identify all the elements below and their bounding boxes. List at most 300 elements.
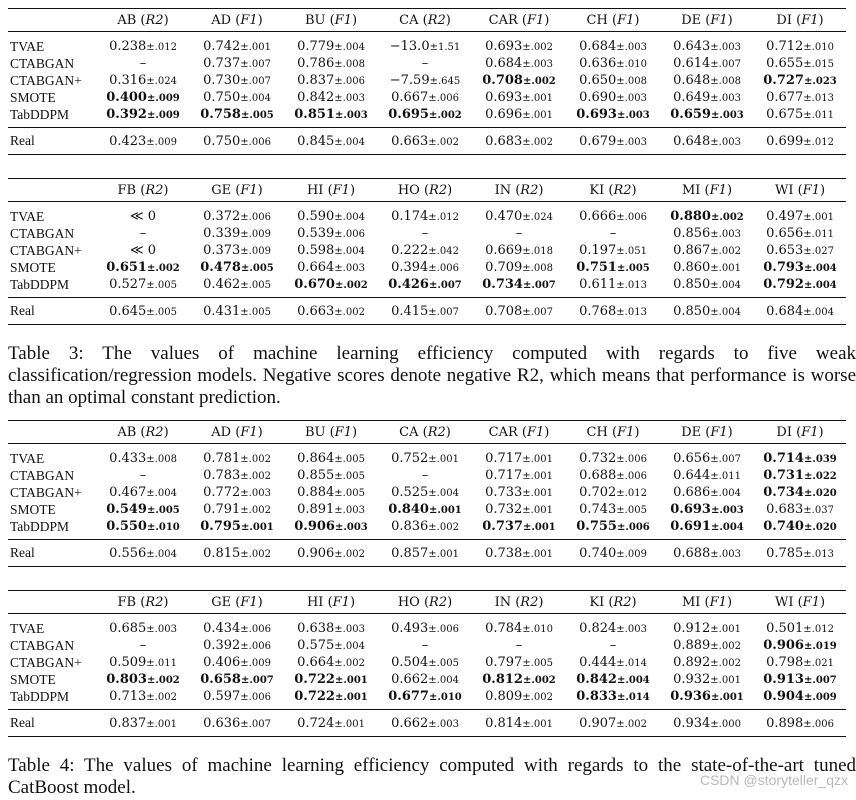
value-cell	[472, 242, 566, 259]
mean-value: 0.316	[109, 73, 147, 88]
mean-value: 0.912	[673, 621, 711, 636]
std-value: .008	[154, 454, 177, 465]
std-value: .009	[624, 548, 647, 560]
plus-minus: ±	[334, 548, 343, 560]
table-header	[8, 421, 846, 444]
column-header: GE (F1)	[211, 594, 263, 610]
row-label	[8, 106, 96, 128]
plus-minus: ±	[334, 246, 343, 257]
method-name: TVAE	[10, 208, 45, 224]
mean-value: 0.685	[109, 621, 147, 636]
column-header: HO (R2)	[397, 594, 453, 610]
mean-value: 0.934	[673, 715, 711, 731]
column-header: WI (F1)	[774, 182, 826, 198]
mean-value: 0.842	[297, 90, 335, 105]
value-cell	[754, 276, 846, 298]
std-value: .002	[531, 675, 556, 686]
value-cell	[284, 55, 378, 72]
metric-name: F1	[710, 12, 728, 28]
metric-name: F1	[240, 182, 258, 198]
std-value: .012	[436, 212, 459, 223]
std-value: .003	[343, 522, 368, 533]
row-label	[8, 72, 96, 89]
mean-value: –	[139, 226, 147, 241]
value-cell	[96, 128, 190, 155]
std-value: .011	[811, 229, 834, 240]
plus-minus: ±	[240, 624, 249, 635]
mean-value: 0.666	[579, 209, 617, 224]
column-header: DE (F1)	[681, 424, 733, 440]
plus-minus: ±	[710, 280, 719, 291]
plus-minus: ±	[428, 692, 438, 703]
column-header: MI (F1)	[681, 594, 733, 610]
mean-value: 0.812	[482, 672, 523, 687]
std-value: .003	[719, 505, 744, 516]
dataset-name: WI	[774, 594, 794, 610]
value-cell	[378, 55, 472, 72]
std-value: .011	[718, 471, 741, 482]
value-cell	[284, 654, 378, 671]
plus-minus: ±	[334, 306, 343, 318]
mean-value: 0.677	[388, 689, 429, 704]
mean-value: 0.809	[485, 689, 523, 704]
std-value: .004	[812, 263, 837, 274]
mean-value: 0.434	[203, 621, 241, 636]
value-cell	[660, 55, 754, 72]
plus-minus: ±	[240, 641, 249, 652]
plus-minus: ±	[240, 692, 249, 703]
std-value: .013	[624, 306, 647, 318]
mean-value: 0.722	[294, 689, 335, 704]
mean-value: 0.734	[482, 277, 523, 292]
std-value: .002	[248, 471, 271, 482]
mean-value: 0.663	[297, 303, 335, 319]
plus-minus: ±	[803, 641, 813, 652]
std-value: .002	[154, 692, 177, 703]
plus-minus: ±	[428, 718, 437, 730]
std-value: .051	[624, 246, 647, 257]
metric-name: F1	[526, 12, 545, 28]
value-cell	[378, 106, 472, 128]
mean-value: 0.743	[579, 502, 617, 517]
metric-name: F1	[710, 424, 728, 440]
corner-cell	[8, 179, 96, 202]
value-cell	[284, 501, 378, 518]
mean-value: 0.539	[297, 226, 335, 241]
metric-name: F1	[709, 594, 727, 610]
plus-minus: ±	[334, 471, 343, 482]
plus-minus: ±	[240, 675, 250, 686]
mean-value: 0.815	[203, 545, 241, 561]
value-cell	[472, 688, 566, 710]
mean-value: 0.851	[294, 107, 335, 122]
plus-minus: ±	[803, 263, 813, 274]
mean-value: –	[515, 638, 523, 653]
plus-minus: ±	[616, 93, 625, 104]
std-value: .004	[154, 548, 177, 560]
method-name: CTABGAN+	[10, 72, 82, 88]
mean-value: 0.493	[391, 621, 429, 636]
value-cell	[566, 72, 660, 89]
method-name: CTABGAN	[10, 637, 75, 653]
plus-minus: ±	[522, 59, 531, 70]
plus-minus: ±	[428, 454, 437, 465]
std-value: .003	[530, 59, 553, 70]
plus-minus: ±	[616, 624, 625, 635]
std-value: .002	[718, 658, 741, 669]
value-cell	[566, 89, 660, 106]
value-cell	[660, 32, 754, 56]
mean-value: 0.693	[485, 90, 523, 105]
std-value: .037	[811, 505, 834, 516]
table-row	[8, 128, 846, 155]
mean-value: 0.693	[485, 39, 523, 54]
std-value: .007	[437, 280, 462, 291]
value-cell	[96, 298, 190, 325]
mean-value: 0.740	[763, 519, 804, 534]
value-cell	[754, 484, 846, 501]
value-cell	[378, 501, 472, 518]
column-header: CAR (F1)	[488, 12, 550, 28]
metric-name: F1	[240, 12, 258, 28]
value-cell	[660, 202, 754, 226]
mean-value: 0.737	[482, 519, 523, 534]
mean-value: –	[609, 638, 617, 653]
table-row	[8, 202, 846, 226]
value-cell	[566, 467, 660, 484]
plus-minus: ±	[428, 93, 437, 104]
std-value: .002	[248, 454, 271, 465]
plus-minus: ±	[710, 522, 720, 533]
column-header: AB (R2)	[117, 424, 169, 440]
table-row	[8, 32, 846, 56]
mean-value: 0.717	[485, 468, 523, 483]
mean-value: 0.636	[579, 56, 617, 71]
std-value: .009	[248, 658, 271, 669]
value-cell	[754, 467, 846, 484]
std-value: .010	[811, 42, 834, 53]
std-value: .002	[530, 42, 553, 53]
method-name: TVAE	[10, 450, 45, 466]
std-value: .002	[342, 548, 365, 560]
mean-value: ≪ 0	[129, 209, 156, 224]
results-table	[8, 178, 846, 325]
mean-value: 0.906	[297, 545, 335, 561]
plus-minus: ±	[240, 229, 249, 240]
plus-minus: ±	[334, 212, 343, 223]
plus-minus: ±	[522, 280, 532, 291]
mean-value: 0.659	[670, 107, 711, 122]
std-value: .004	[718, 488, 741, 499]
mean-value: 0.731	[763, 468, 804, 483]
mean-value: 0.550	[106, 519, 147, 534]
row-label	[8, 688, 96, 710]
plus-minus: ±	[803, 136, 812, 148]
plus-minus: ±	[710, 548, 719, 560]
mean-value: 0.857	[391, 545, 429, 561]
value-cell	[378, 202, 472, 226]
mean-value: 0.727	[763, 73, 804, 88]
dataset-name: GE	[211, 182, 232, 198]
value-cell	[660, 637, 754, 654]
plus-minus: ±	[522, 110, 531, 121]
mean-value: 0.814	[485, 715, 523, 731]
plus-minus: ±	[240, 522, 250, 533]
mean-value: 0.664	[297, 260, 335, 275]
metric-name: F1	[240, 594, 258, 610]
std-value: .012	[811, 624, 834, 635]
header-row	[8, 591, 846, 614]
std-value: .006	[248, 692, 271, 703]
plus-minus: ±	[240, 548, 249, 560]
std-value: .005	[436, 658, 459, 669]
header-row	[8, 179, 846, 202]
value-cell	[754, 518, 846, 540]
value-cell	[660, 128, 754, 155]
plus-minus: ±	[146, 522, 156, 533]
value-cell	[190, 637, 284, 654]
mean-value: 0.791	[203, 502, 241, 517]
value-cell	[284, 32, 378, 56]
value-cell	[378, 72, 472, 89]
std-value: .003	[342, 624, 365, 635]
mean-value: 0.643	[673, 39, 711, 54]
value-cell	[190, 467, 284, 484]
column-header: BU (F1)	[304, 424, 358, 440]
plus-minus: ±	[616, 76, 625, 87]
mean-value: 0.638	[297, 621, 335, 636]
plus-minus: ±	[334, 93, 343, 104]
mean-value: 0.509	[109, 655, 147, 670]
std-value: .009	[248, 229, 271, 240]
plus-minus: ±	[428, 110, 438, 121]
mean-value: 0.373	[203, 243, 241, 258]
plus-minus: ±	[522, 93, 531, 104]
std-value: .003	[248, 488, 271, 499]
value-cell	[378, 484, 472, 501]
value-cell	[754, 55, 846, 72]
value-cell	[378, 688, 472, 710]
plus-minus: ±	[522, 76, 532, 87]
mean-value: 0.845	[297, 133, 335, 149]
value-cell	[472, 501, 566, 518]
plus-minus: ±	[240, 110, 250, 121]
std-value: .003	[342, 263, 365, 274]
std-value: .002	[436, 522, 459, 533]
real-row-group	[8, 540, 846, 567]
table3-top	[8, 8, 846, 155]
mean-value: 0.693	[670, 502, 711, 517]
row-label	[8, 128, 96, 155]
mean-value: 0.699	[766, 133, 804, 149]
value-cell	[96, 202, 190, 226]
std-value: .001	[249, 522, 274, 533]
std-value: .006	[624, 212, 647, 223]
mean-value: 0.785	[766, 545, 804, 561]
row-label	[8, 242, 96, 259]
value-cell	[96, 32, 190, 56]
row-label	[8, 654, 96, 671]
results-table	[8, 8, 846, 155]
dataset-name: IN	[494, 594, 512, 610]
value-cell	[754, 242, 846, 259]
std-value: .002	[530, 136, 553, 148]
column-header: KI (R2)	[589, 594, 637, 610]
value-cell	[566, 688, 660, 710]
metric-name: R2	[429, 594, 448, 610]
plus-minus: ±	[334, 263, 343, 274]
std-value: .007	[718, 59, 741, 70]
std-value: .001	[530, 505, 553, 516]
column-header: GE (F1)	[211, 182, 263, 198]
plus-minus: ±	[522, 212, 531, 223]
mean-value: 0.222	[391, 243, 429, 258]
method-name: TabDDPM	[10, 276, 70, 292]
method-name: TVAE	[10, 620, 45, 636]
std-value: .006	[342, 76, 365, 87]
std-value: .005	[342, 454, 365, 465]
table4-top	[8, 420, 846, 567]
std-value: .003	[624, 42, 647, 53]
value-cell	[566, 55, 660, 72]
plus-minus: ±	[334, 488, 343, 499]
dataset-name: HI	[306, 594, 324, 610]
mean-value: 0.714	[763, 451, 804, 466]
std-value: .002	[531, 76, 556, 87]
value-cell	[284, 467, 378, 484]
dataset-name: FB	[117, 182, 137, 198]
mean-value: 0.656	[673, 451, 711, 466]
value-cell	[754, 72, 846, 89]
value-cell	[566, 225, 660, 242]
value-cell	[96, 106, 190, 128]
value-cell	[378, 32, 472, 56]
corner-cell	[8, 9, 96, 32]
std-value: .007	[531, 280, 556, 291]
dataset-name: CAR	[488, 424, 518, 440]
mean-value: 0.733	[485, 485, 523, 500]
dataset-name: CH	[586, 12, 608, 28]
std-value: .013	[624, 280, 647, 291]
table3-bottom	[8, 178, 846, 325]
plus-minus: ±	[803, 59, 812, 70]
std-value: .004	[342, 212, 365, 223]
std-value: .006	[436, 624, 459, 635]
table-row	[8, 225, 846, 242]
mean-value: 0.779	[297, 39, 335, 54]
mean-value: 0.648	[673, 73, 711, 88]
mean-value: 0.864	[297, 451, 335, 466]
value-cell	[284, 298, 378, 325]
std-value: .023	[812, 76, 837, 87]
std-value: .014	[624, 658, 647, 669]
mean-value: –	[421, 56, 429, 71]
method-rows	[8, 32, 846, 128]
value-cell	[660, 298, 754, 325]
value-cell	[96, 688, 190, 710]
plus-minus: ±	[334, 641, 343, 652]
mean-value: 0.797	[485, 655, 523, 670]
column-header: CH (F1)	[586, 424, 640, 440]
column-header: FB (R2)	[117, 182, 169, 198]
plus-minus: ±	[616, 718, 625, 730]
plus-minus: ±	[710, 658, 719, 669]
value-cell	[284, 225, 378, 242]
row-label	[8, 55, 96, 72]
std-value: .002	[248, 505, 271, 516]
value-cell	[566, 654, 660, 671]
plus-minus: ±	[616, 263, 626, 274]
value-cell	[754, 637, 846, 654]
value-cell	[754, 501, 846, 518]
method-name: CTABGAN+	[10, 484, 82, 500]
metric-name: R2	[145, 182, 164, 198]
plus-minus: ±	[146, 110, 156, 121]
value-cell	[96, 654, 190, 671]
std-value: .024	[530, 212, 553, 223]
mean-value: 0.197	[579, 243, 617, 258]
metric-name: R2	[427, 424, 446, 440]
std-value: .004	[436, 488, 459, 499]
std-value: .001	[718, 624, 741, 635]
row-label	[8, 202, 96, 226]
plus-minus: ±	[334, 522, 344, 533]
std-value: .001	[530, 718, 553, 730]
value-cell	[472, 710, 566, 737]
plus-minus: ±	[710, 42, 719, 53]
std-value: .006	[342, 229, 365, 240]
value-cell	[190, 106, 284, 128]
dataset-name: DE	[681, 424, 702, 440]
row-label	[8, 276, 96, 298]
dataset-name: AB	[117, 424, 137, 440]
method-rows	[8, 444, 846, 540]
plus-minus: ±	[803, 488, 813, 499]
std-value: .008	[718, 76, 741, 87]
value-cell	[472, 518, 566, 540]
value-cell	[284, 72, 378, 89]
dataset-name: HI	[306, 182, 324, 198]
method-name: Real	[10, 303, 35, 318]
value-cell	[566, 32, 660, 56]
plus-minus: ±	[429, 76, 438, 87]
value-cell	[190, 540, 284, 567]
mean-value: 0.907	[579, 715, 617, 731]
std-value: .001	[437, 505, 462, 516]
plus-minus: ±	[803, 505, 812, 516]
plus-minus: ±	[334, 718, 343, 730]
method-name: CTABGAN+	[10, 242, 82, 258]
row-label	[8, 89, 96, 106]
std-value: .001	[531, 522, 556, 533]
dataset-name: MI	[681, 182, 701, 198]
std-value: .010	[437, 692, 462, 703]
value-cell	[190, 688, 284, 710]
plus-minus: ±	[146, 505, 156, 516]
plus-minus: ±	[334, 675, 344, 686]
std-value: .012	[811, 136, 834, 148]
plus-minus: ±	[428, 306, 437, 318]
plus-minus: ±	[803, 454, 813, 465]
mean-value: 0.686	[673, 485, 711, 500]
mean-value: 0.663	[391, 133, 429, 149]
value-cell	[284, 202, 378, 226]
mean-value: 0.833	[576, 689, 617, 704]
plus-minus: ±	[803, 280, 813, 291]
std-value: .000	[718, 718, 741, 730]
metric-name: F1	[801, 424, 819, 440]
std-value: .013	[811, 93, 834, 104]
